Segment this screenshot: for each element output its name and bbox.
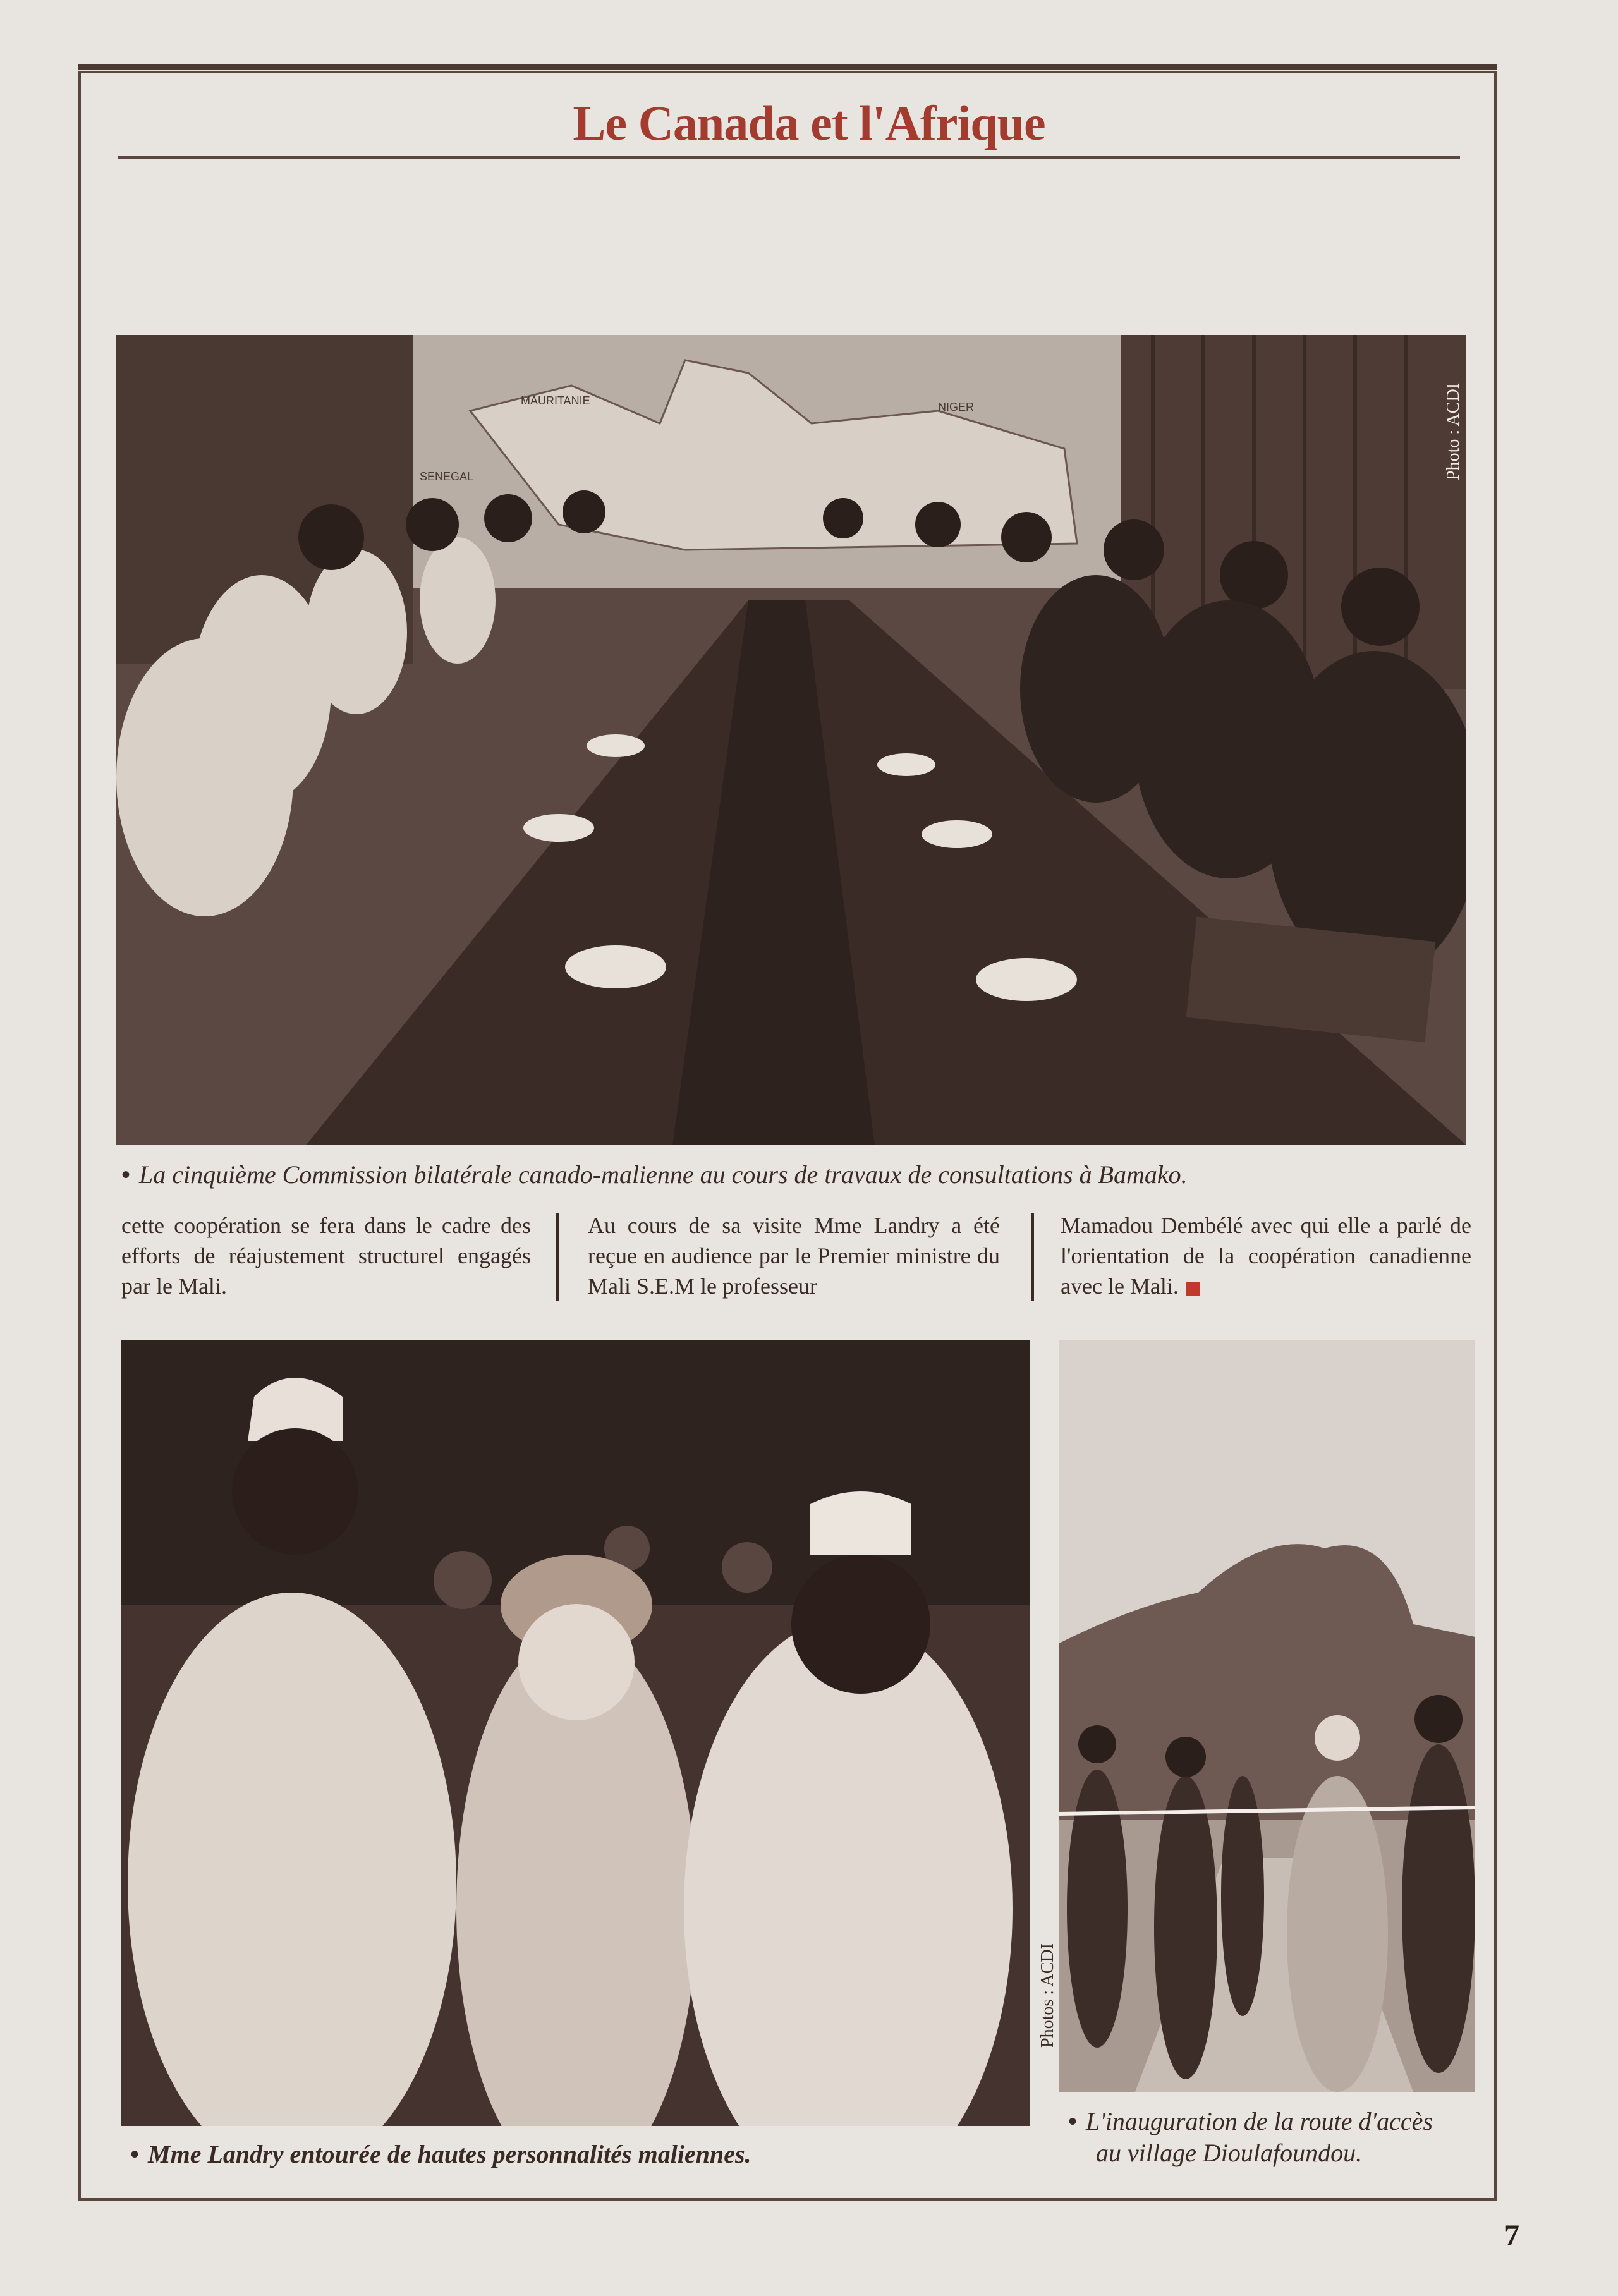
article-column-1: cette coopération se fera dans le cadre des efforts de réajustement structurel engagés par le Mali. [121,1213,531,1299]
caption-inauguration-line1: L'inauguration de la route d'accès [1086,2107,1433,2135]
bullet-icon: • [1068,2107,1078,2135]
header-rule [118,156,1460,159]
map-label-senegal: SENEGAL [420,470,474,483]
column-divider-2 [1031,1213,1034,1301]
bullet-icon: • [121,1160,131,1189]
article-column-3 [1061,1210,1471,1301]
inauguration-illustration [1059,1340,1475,2092]
photo-personalities [121,1340,1030,2126]
top-rule [78,64,1497,70]
page-title: Le Canada et l'Afrique [573,95,1045,150]
article-column-2: Au cours de sa visite Mme Landry a été reçue en audience par le Premier ministre du Mali S.E.M le professeur [588,1213,1000,1299]
meeting-illustration [116,335,1466,1145]
photo-meeting [116,335,1466,1145]
map-label-niger: NIGER [938,401,975,413]
photo-credit-bottom: Photos : ACDI [1038,1943,1057,2048]
end-mark-icon [1186,1282,1200,1296]
caption-inauguration [1068,2106,1433,2169]
article-column-3-text: Mamadou Dembélé avec qui elle a parlé de l'orientation de la coopération canadienne avec le Mali. [1061,1213,1471,1299]
page-number: 7 [1504,2219,1519,2252]
caption-personalities [130,2139,751,2169]
photo-inauguration [1059,1340,1475,2092]
photo-credit-top: Photo : ACDI [1444,382,1463,480]
caption-personalities-text: Mme Landry entourée de hautes personnalités maliennes. [148,2140,751,2168]
caption-meeting-text: La cinquième Commission bilatérale canado-malienne au cours de travaux de consultations à Bamako. [139,1160,1188,1189]
column-divider-1 [556,1213,559,1301]
caption-inauguration-line2: au village Dioulafoundou. [1096,2139,1363,2167]
personalities-illustration [121,1340,1030,2126]
caption-meeting [121,1160,1188,1189]
map-label-mauritanie: MAURITANIE [521,394,590,407]
bullet-icon: • [130,2140,140,2168]
